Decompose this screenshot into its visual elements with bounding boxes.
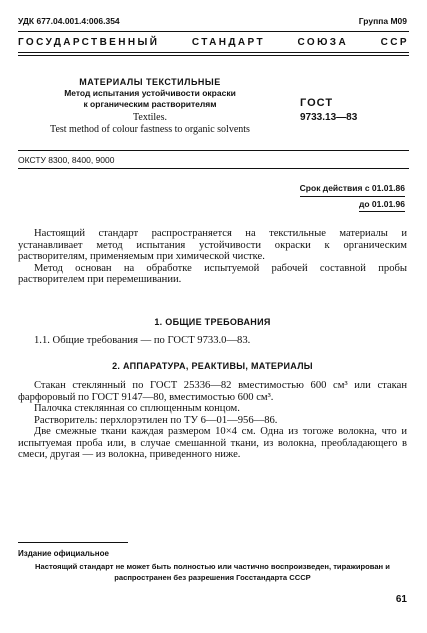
intro-text [18, 228, 407, 286]
header-rule-bottom-2 [18, 55, 409, 56]
section-2-text [18, 380, 407, 461]
official-edition-label: Издание официальное [18, 549, 109, 558]
title-subtitle-2: к органическим растворителям [83, 99, 217, 109]
validity-period [300, 181, 405, 212]
okstu-rule [18, 150, 409, 151]
section-2-paragraph-4: Две смежные ткани каждая размером 10×4 см. Одна из тогоже волокна, что и испытуемая проба или, в случае смешанной ткани, из волокна, преобладающего в смеси, другая — из волокна, приведенного ниже. [18, 426, 407, 460]
section-1-heading: 1. ОБЩИЕ ТРЕБОВАНИЯ [154, 317, 271, 327]
okstu-rule-bottom [18, 168, 409, 169]
title-subtitle-1: Метод испытания устойчивости окраски [64, 88, 236, 98]
section-2-paragraph-2: Палочка стеклянная со сплющенным концом. [34, 403, 240, 414]
footer-rule [18, 542, 128, 543]
section-1-paragraph-1: 1.1. Общие требования — по ГОСТ 9733.0—83. [34, 335, 251, 346]
intro-paragraph-1: Настоящий стандарт распространяется на текстильные материалы и устанавливает метод испытания устойчивости окраски к органическим растворителям, применяемым при химической чистке. [18, 228, 407, 262]
group-code: Группа М09 [358, 16, 407, 26]
title-english-1: Textiles. [132, 112, 167, 123]
gost-number: 9733.13—83 [300, 112, 358, 123]
gost-designation [300, 96, 357, 126]
title-main: МАТЕРИАЛЫ ТЕКСТИЛЬНЫЕ [79, 77, 221, 87]
intro-paragraph-2: Метод основан на обработке испытуемой рабочей составной пробы растворителем при перемешивании. [18, 262, 407, 285]
page-number: 61 [395, 594, 407, 605]
state-standard-banner: ГОСУДАРСТВЕННЫЙ СТАНДАРТ СОЮЗА ССР [18, 37, 409, 48]
section-2-heading: 2. АППАРАТУРА, РЕАКТИВЫ, МАТЕРИАЛЫ [112, 361, 313, 371]
validity-from: Срок действия с 01.01.86 [300, 181, 405, 197]
section-2-paragraph-3: Растворитель: перхлорэтилен по ТУ 6—01—956—86. [34, 414, 278, 426]
gost-label: ГОСТ [300, 97, 334, 109]
document-title [30, 76, 270, 136]
section-2-paragraph-1: Стакан стеклянный по ГОСТ 25336—82 вместимостью 600 см³ или стакан фарфоровый по ГОСТ 9147—80, вместимостью 600 см³. [18, 380, 407, 403]
title-english-2: Test method of colour fastness to organic solvents [50, 124, 250, 135]
section-1-text [18, 335, 407, 347]
header-rule-bottom [18, 52, 409, 53]
copyright-notice: Настоящий стандарт не может быть полностью или частично воспроизведен, тиражирован и распространен без разрешения Госстандарта СССР [35, 562, 390, 582]
okstu-codes: ОКСТУ 8300, 8400, 9000 [18, 155, 115, 165]
validity-to: до 01.01.96 [359, 197, 405, 212]
header-rule-top [18, 31, 409, 32]
udk-code: УДК 677.04.001.4:006.354 [18, 16, 120, 26]
